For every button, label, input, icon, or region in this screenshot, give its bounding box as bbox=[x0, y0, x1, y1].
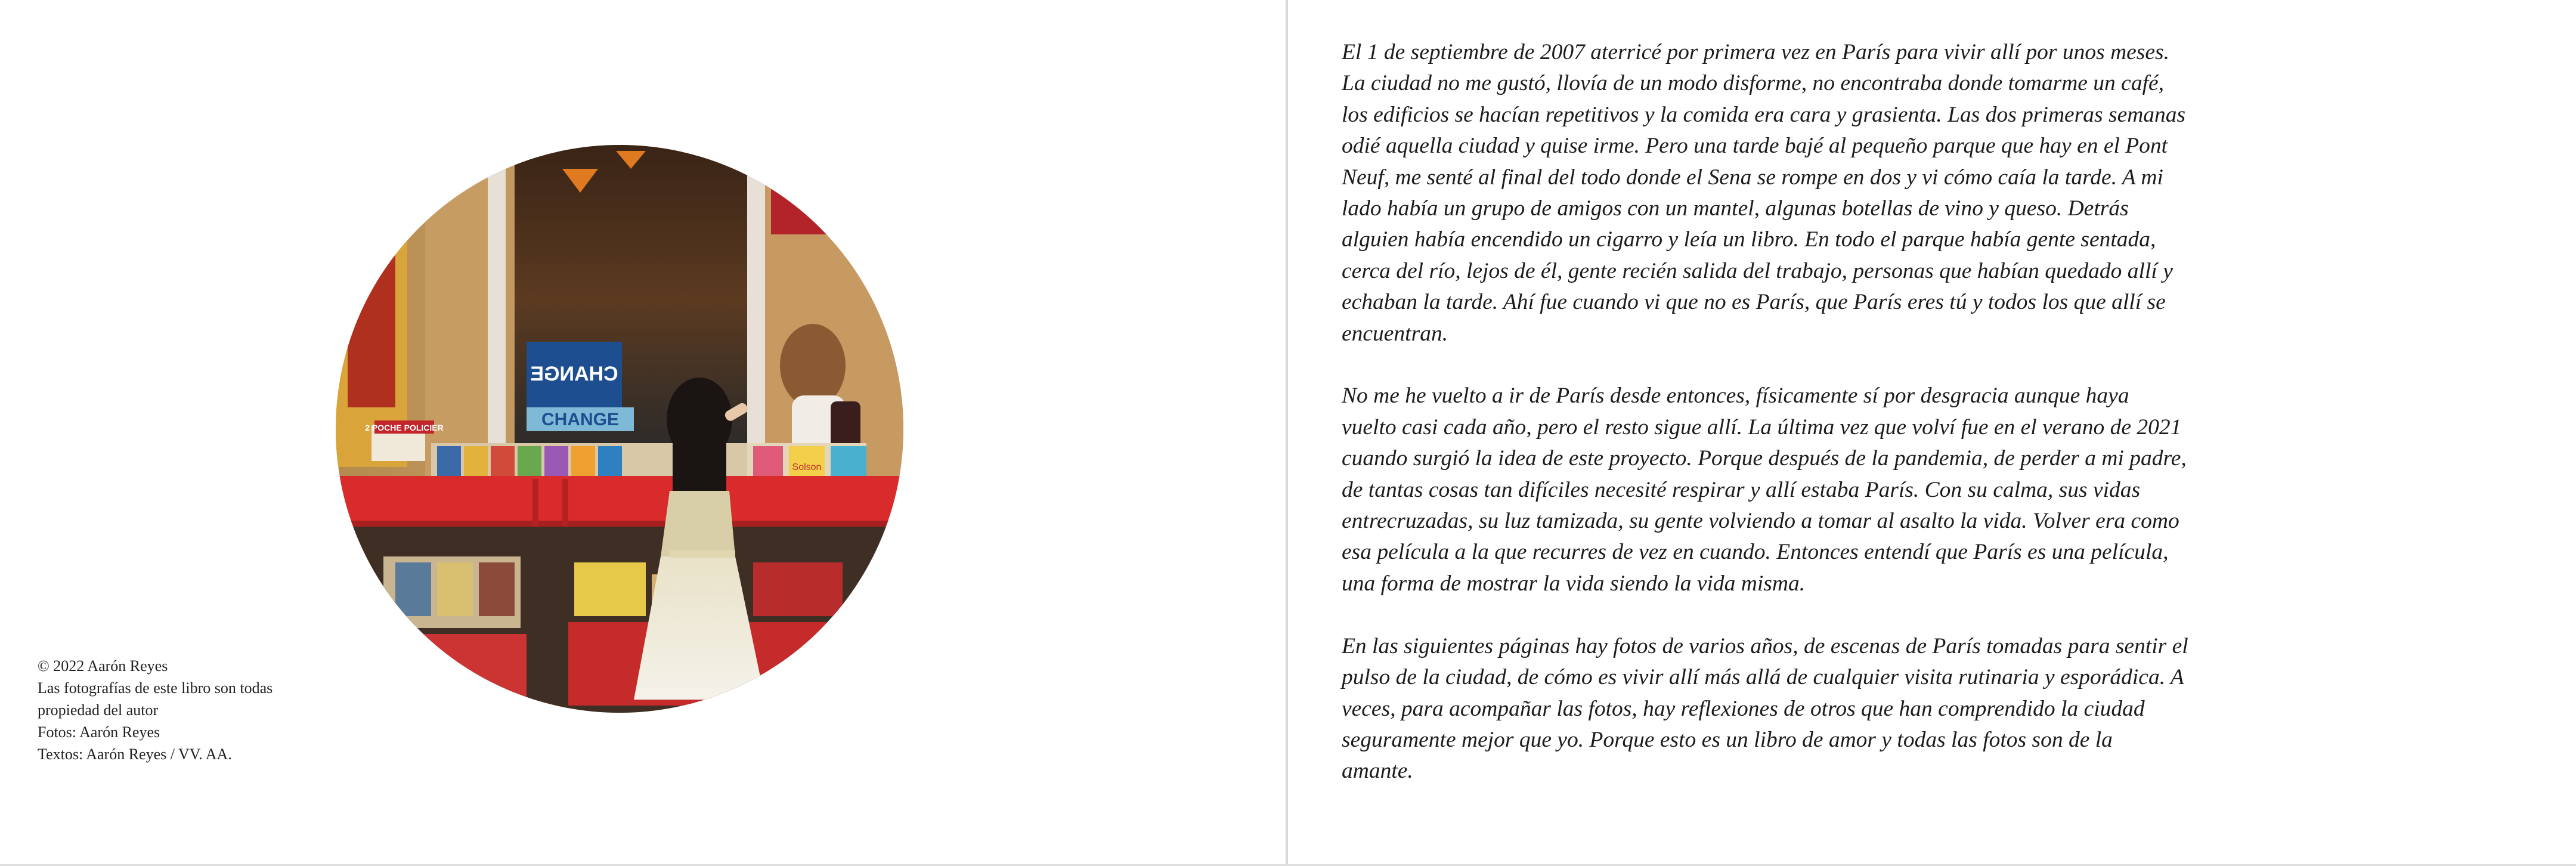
copyright-line: © 2022 Aarón Reyes bbox=[38, 657, 168, 675]
left-page bbox=[0, 0, 1286, 864]
colophon bbox=[38, 655, 318, 765]
solson-sign: Solson bbox=[792, 462, 822, 472]
paragraph-2: No me he vuelto a ir de París desde entonces, físicamente sí por desgracia aunque haya vuelto casi cada año, pero el resto sigue allí. La última vez que volví fue en el verano de 2021 cuando surgió la idea de este proyecto. Porque después de la pandemia, de perder a mi padre, de tantas cosas tan difíciles necesité respirar y allí estaba París. Con su calma, sus vidas entrecruzadas, su luz tamizada, su gente volviendo a tomar al asalto la vida. Volver era como esa película a la que recurres de vez en cuando. Entonces entendí que París es una película, una forma de mostrar la vida siendo la vida misma. bbox=[1342, 383, 2187, 596]
poche-policier-sign: 2 POCHE POLICIER bbox=[365, 423, 444, 432]
change-mirror-sign: CHANGE bbox=[530, 363, 618, 385]
rights-line: Las fotografías de este libro son todas propiedad del autor bbox=[38, 679, 273, 719]
intro-text bbox=[1342, 37, 2188, 818]
texts-credit: Textos: Aarón Reyes / VV. AA. bbox=[38, 746, 232, 763]
circular-photo bbox=[336, 145, 903, 713]
photo-bookstall-girl-icon bbox=[336, 145, 903, 713]
photos-credit: Fotos: Aarón Reyes bbox=[38, 723, 160, 741]
paragraph-1: El 1 de septiembre de 2007 aterricé por primera vez en París para vivir allí por unos meses. La ciudad no me gustó, llovía de un modo disforme, no encontraba donde tomarme un café, los edificios se hacían repetitivos y la comida era cara y grasienta. Las dos primeras semanas odié aquella ciudad y quise irme. Pero una tarde bajé al pequeño parque que hay en el Pont Neuf, me senté al final del todo donde el Sena se rompe en dos y vi cómo caía la tarde. A mi lado había un grupo de amigos con un mantel, algunas botellas de vino y queso. Detrás alguien había encendido un cigarro y leía un libro. En todo el parque había gente sentada, cerca del río, lejos de él, gente recién salida del trabajo, personas que habían quedado allí y echaban la tarde. Ahí fue cuando vi que no es París, que París eres tú y todos los que allí se encuentran. bbox=[1342, 40, 2186, 346]
paragraph-3: En las siguientes páginas hay fotos de varios años, de escenas de París tomadas para sentir el pulso de la ciudad, de cómo es vivir allí más allá de cualquier visita rutinaria y esporádica. A veces, para acompañar las fotos, hay reflexiones de otros que han comprendido la ciudad seguramente mejor que yo. Porque esto es un libro de amor y todas las fotos son de la amante. bbox=[1342, 633, 2188, 784]
change-sign: CHANGE bbox=[541, 410, 620, 429]
